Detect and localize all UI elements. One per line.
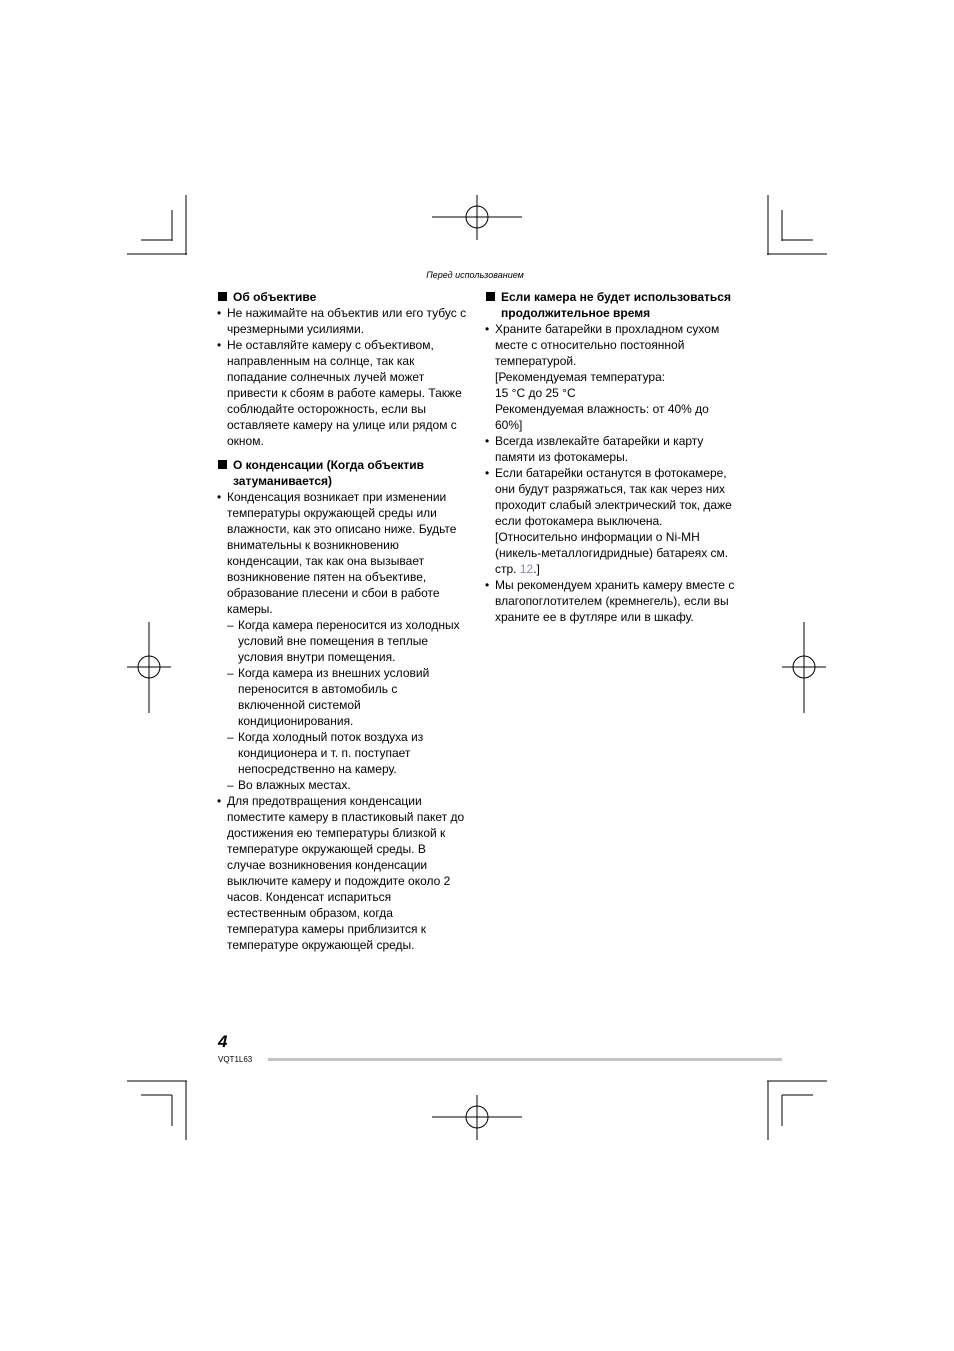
condensation-heading-text: О конденсации (Когда объектив затуманивается) <box>233 458 425 488</box>
condensation-heading <box>217 457 467 489</box>
storage-heading <box>485 289 735 321</box>
section-header: Перед использованием <box>426 270 524 280</box>
bullet-icon: • <box>485 322 490 336</box>
bullet-icon: • <box>485 434 490 448</box>
bullet-icon: • <box>217 794 222 808</box>
square-marker-icon <box>218 292 227 301</box>
right-column <box>485 289 735 625</box>
dash-icon: – <box>227 618 234 632</box>
list-item: – Когда камера переносится из холодных условий вне помещения в теплые условия внутри помещения. <box>227 618 460 664</box>
dash-icon: – <box>227 778 234 792</box>
list-item: • Не нажимайте на объектив или его тубус с чрезмерными усилиями. <box>217 306 467 336</box>
page-reference-link[interactable]: 12 <box>519 562 534 576</box>
list-item: • Для предотвращения конденсации поместите камеру в пластиковый пакет до достижения ею температуры близкой к температуре окружающей среды. В случае возникновения конденсации выключите камеру и подождите около 2 часов. Конденсат испариться естественным образом, когда температура камеры приблизится к температуре окружающей среды. <box>217 794 465 952</box>
bullet-icon: • <box>485 578 490 592</box>
lens-heading <box>217 289 467 305</box>
list-item: • Если батарейки останутся в фотокамере, они будут разряжаться, так как через них проходит слабый электрический ток, даже если фотокамера выключена. [Относительно информации о Ni-MH (никель-металлогидридные) батареях см. стр. 12.] <box>485 466 732 576</box>
left-column <box>217 289 467 953</box>
footer-rule <box>268 1058 782 1061</box>
lens-heading-text: Об объективе <box>233 290 317 304</box>
list-item: • Всегда извлекайте батарейки и карту памяти из фотокамеры. <box>485 434 704 464</box>
bullet-icon: • <box>485 466 490 480</box>
bullet-icon: • <box>217 490 222 504</box>
list-item: – Когда холодный поток воздуха из кондиционера и т. п. поступает непосредственно на камеру. <box>227 730 424 776</box>
list-item: • Храните батарейки в прохладном сухом месте с относительно постоянной температурой. [Рекомендуемая температура: 15 °C до 25 °C Рекомендуемая влажность: от 40% до 60%] <box>485 322 720 432</box>
lens-list <box>217 305 467 449</box>
storage-list <box>485 321 735 625</box>
condensation-prevention-list <box>217 793 467 953</box>
page-number: 4 <box>218 1032 228 1051</box>
condensation-list <box>217 489 467 617</box>
dash-icon: – <box>227 666 234 680</box>
bullet-icon: • <box>217 306 222 320</box>
dash-icon: – <box>227 730 234 744</box>
storage-heading-text: Если камера не будет использоваться продолжительное время <box>501 290 731 320</box>
square-marker-icon <box>486 292 495 301</box>
list-item: – Когда камера из внешних условий переносится в автомобиль с включенной системой кондиционирования. <box>227 666 430 728</box>
bullet-icon: • <box>217 338 222 352</box>
model-code: VQT1L63 <box>218 1055 253 1064</box>
list-item: • Не оставляйте камеру с объективом, направленным на солнце, так как попадание солнечных лучей может привести к сбоям в работе камеры. Также соблюдайте осторожность, если вы оставляете камеру на улице или рядом с окном. <box>217 338 462 448</box>
square-marker-icon <box>218 460 227 469</box>
list-item: • Конденсация возникает при изменении температуры окружающей среды или влажности, как это описано ниже. Будьте внимательны к возникновению конденсации, так как она вызывает возникновение пятен на объективе, образование плесени и сбои в работе камеры. <box>217 490 457 616</box>
condensation-cases-list <box>217 617 467 793</box>
list-item: • Мы рекомендуем хранить камеру вместе с влагопоглотителем (кремнегель), если вы храните ее в футляре или в шкафу. <box>485 578 735 624</box>
list-item: – Во влажных местах. <box>227 778 351 792</box>
